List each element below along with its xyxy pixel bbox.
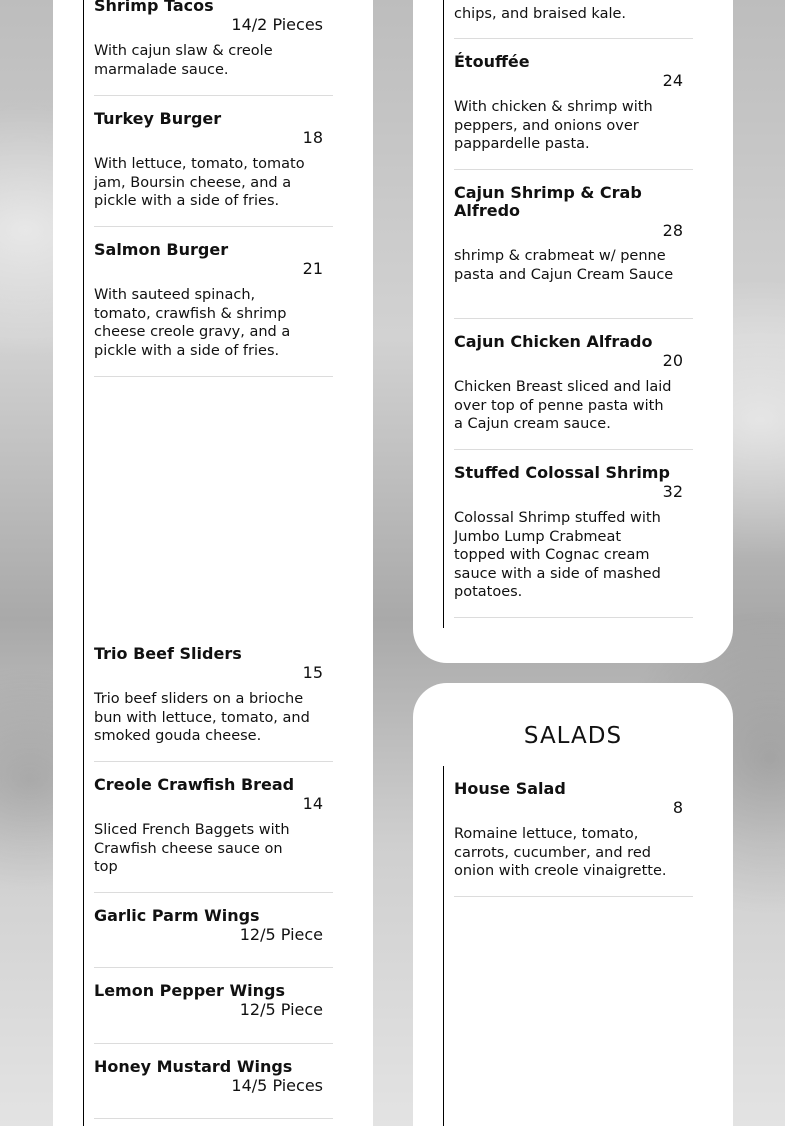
item-price: 8 [672,798,683,817]
menu-item [94,645,333,762]
menu-item [454,184,693,319]
item-price: 24 [662,71,683,90]
item-name: Trio Beef Sliders [94,644,242,663]
item-name: Stuffed Colossal Shrimp [454,463,670,482]
item-price: 12/5 Piece [239,925,323,944]
menu-item [454,0,693,39]
item-description: Sliced French Baggets with Crawfish cheese sauce on top [94,822,290,875]
item-description: With lettuce, tomato, tomato jam, Boursin cheese, and a pickle with a side of fries. [94,156,305,209]
item-price: 20 [662,351,683,370]
item-name: Étouffée [454,52,530,71]
section-title: SALADS [523,723,623,749]
menu-item [94,1058,333,1119]
menu-item [94,0,333,96]
item-price: 14/5 Pieces [231,1076,323,1095]
item-name: Creole Crawfish Bread [94,775,295,794]
column-divider [443,0,444,628]
item-name: Turkey Burger [94,109,222,128]
item-description: With chicken & shrimp with peppers, and onions over pappardelle pasta. [454,99,653,152]
item-name: Garlic Parm Wings [94,906,260,925]
item-description: With cajun slaw & creole marmalade sauce. [94,43,273,78]
item-description: shrimp & crabmeat w/ penne pasta and Cajun Cream Sauce [454,248,674,283]
item-price: 28 [662,221,683,240]
item-description: Chicken Breast sliced and laid over top of penne pasta with a Cajun cream sauce. [454,379,672,432]
item-name: Cajun Shrimp & Crab Alfredo [454,183,642,220]
column-divider [443,766,444,1126]
menu-item [454,333,693,450]
menu-item [454,464,693,618]
item-description: Trio beef sliders on a brioche bun with lettuce, tomato, and smoked gouda cheese. [94,691,310,744]
item-description: Romaine lettuce, tomato, carrots, cucumber, and red onion with creole vinaigrette. [454,826,667,879]
item-price: 32 [662,482,683,501]
item-description: Colossal Shrimp stuffed with Jumbo Lump Crabmeat topped with Cognac cream sauce with a side of mashed potatoes. [454,510,661,600]
salads-card [413,683,733,1126]
menu-item [454,780,693,897]
item-name: Shrimp Tacos [94,0,214,15]
left-menu-column [53,0,373,1126]
menu-item [94,241,333,377]
column-divider [83,0,84,1126]
item-price: 15 [302,663,323,682]
entrees-card [413,0,733,663]
item-price: 18 [302,128,323,147]
item-price: 14 [302,794,323,813]
item-name: Cajun Chicken Alfrado [454,332,653,351]
item-description: chips, and braised kale. [454,6,627,22]
item-name: Salmon Burger [94,240,229,259]
item-name: House Salad [454,779,566,798]
menu-item [454,53,693,170]
menu-item [94,982,333,1044]
item-name: Lemon Pepper Wings [94,981,285,1000]
menu-item [94,907,333,968]
item-name: Honey Mustard Wings [94,1057,293,1076]
menu-item [94,110,333,227]
item-description: With sauteed spinach, tomato, crawfish & shrimp cheese creole gravy, and a pickle with a side of fries. [94,287,291,359]
item-price: 14/2 Pieces [231,15,323,34]
item-price: 21 [302,259,323,278]
menu-item [94,776,333,893]
item-price: 12/5 Piece [239,1000,323,1019]
